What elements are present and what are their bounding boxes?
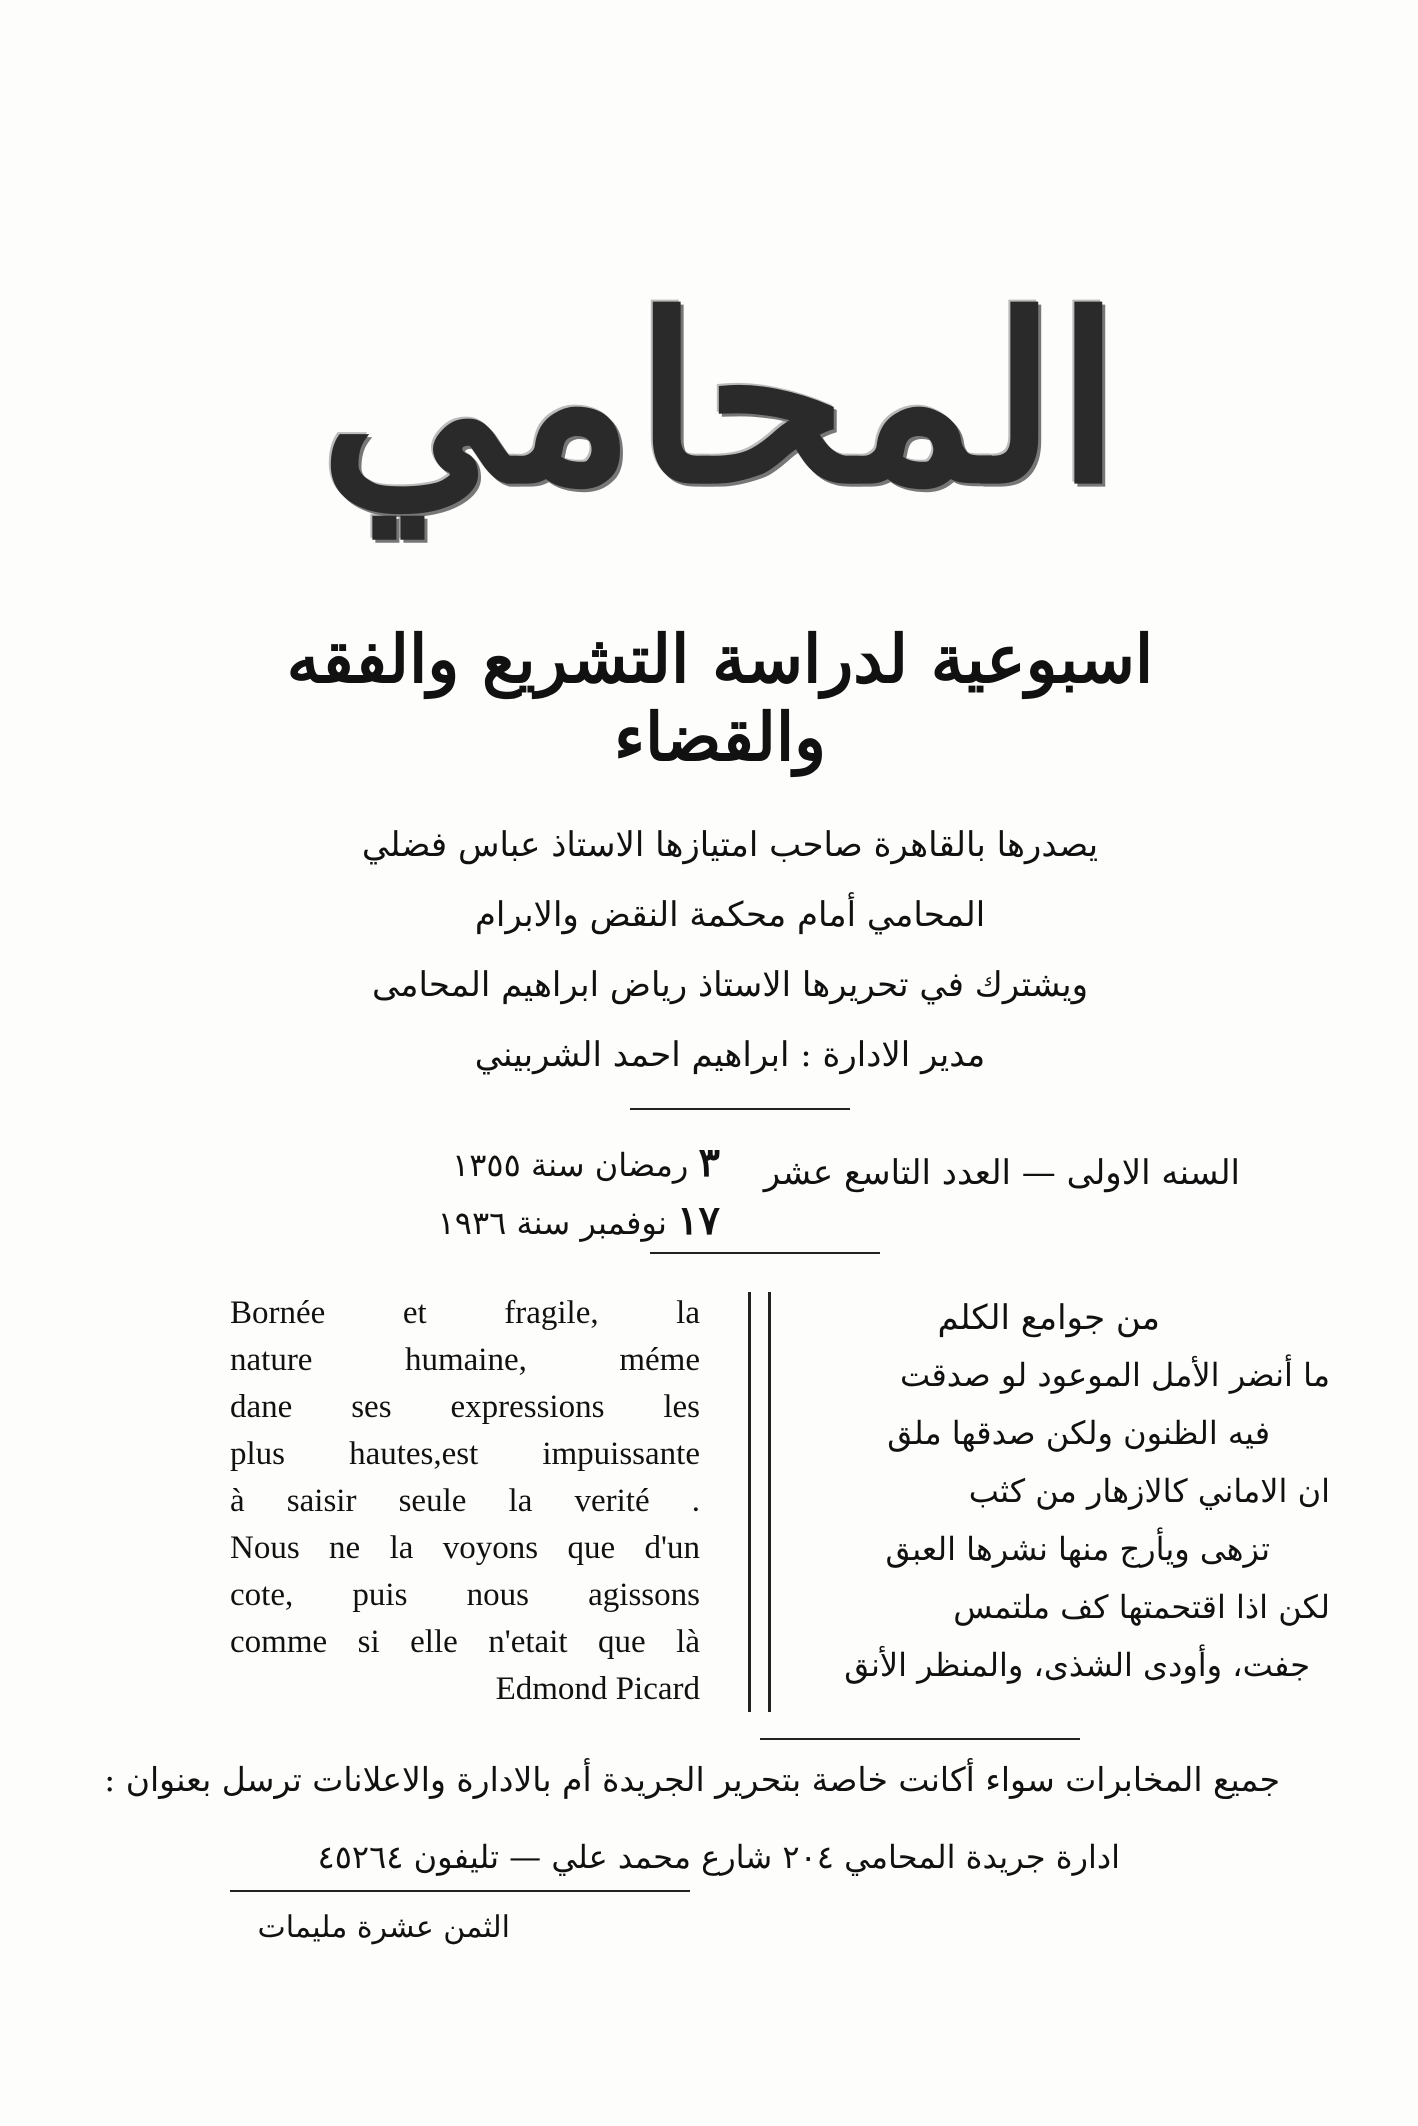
divider — [760, 1738, 1080, 1740]
publisher-info — [360, 810, 1100, 1090]
poem-line: فيه الظنون ولكن صدقها ملق — [887, 1414, 1270, 1452]
quote-line: cote, puis nous agissons — [230, 1577, 700, 1613]
co-editor-line: ويشترك في تحريرها الاستاذ رياض ابراهيم المحامى — [371, 965, 1089, 1005]
issue-label: السنه الاولى — العدد التاسع عشر — [763, 1153, 1240, 1193]
poem-line: ما أنضر الأمل الموعود لو صدقت — [900, 1356, 1330, 1394]
price-note: الثمن عشرة مليمات — [257, 1910, 510, 1945]
quote-line: dane ses expressions les — [230, 1389, 700, 1425]
hijri-date — [360, 1135, 720, 1193]
publisher-line: يصدرها بالقاهرة صاحب امتيازها الاستاذ عباس فضلي — [361, 825, 1099, 865]
quote-line: Bornée et fragile, la — [230, 1295, 700, 1331]
quote-line: Nous ne la voyons que d'un — [230, 1530, 700, 1566]
office-address: ادارة جريدة المحامي ٢٠٤ شارع محمد علي — تليفون ٤٥٢٦٤ — [317, 1838, 1120, 1876]
quote-line: comme si elle n'etait que là — [230, 1624, 700, 1660]
divider — [230, 1890, 690, 1892]
gregorian-date — [360, 1193, 720, 1251]
publisher-title-line: المحامي أمام محكمة النقض والابرام — [474, 895, 986, 935]
poem-line: جفت، وأودى الشذى، والمنظر الأنق — [844, 1646, 1310, 1684]
issue-dates — [360, 1135, 720, 1251]
column-rule — [748, 1292, 751, 1712]
issue-row — [320, 1135, 1240, 1245]
quote-author: Edmond Picard — [495, 1671, 700, 1707]
arabic-poem — [810, 1290, 1330, 1694]
masthead-title: المحامي — [319, 265, 1121, 535]
french-quote — [230, 1290, 700, 1713]
tagline: اسبوعية لدراسة التشريع والفقه والقضاء — [286, 620, 1154, 776]
divider — [650, 1252, 880, 1254]
column-rule — [768, 1292, 771, 1712]
gregorian-month-year: نوفمبر سنة ١٩٣٦ — [437, 1204, 667, 1242]
poem-line: لكن اذا اقتحمتها كف ملتمس — [953, 1588, 1330, 1626]
gregorian-day: ١٧ — [677, 1197, 720, 1244]
correspondence-note: جميع المخابرات سواء أكانت خاصة بتحرير الجريدة أم بالادارة والاعلانات ترسل بعنوان : — [104, 1760, 1280, 1799]
divider — [630, 1108, 850, 1110]
manager-line: مدير الادارة : ابراهيم احمد الشربيني — [474, 1035, 986, 1075]
quote-line: à saisir seule la verité . — [230, 1483, 700, 1519]
poem-line: تزهى ويأرج منها نشرها العبق — [885, 1530, 1270, 1568]
quote-line: nature humaine, méme — [230, 1342, 700, 1378]
poem-heading: من جوامع الكلم — [937, 1298, 1160, 1338]
hijri-month-year: رمضان سنة ١٣٥٥ — [452, 1146, 689, 1184]
poem-line: ان الاماني كالازهار من كثب — [968, 1472, 1330, 1510]
quote-line: plus hautes,est impuissante — [230, 1436, 700, 1472]
hijri-day: ٣ — [698, 1139, 720, 1186]
masthead — [319, 220, 1121, 580]
